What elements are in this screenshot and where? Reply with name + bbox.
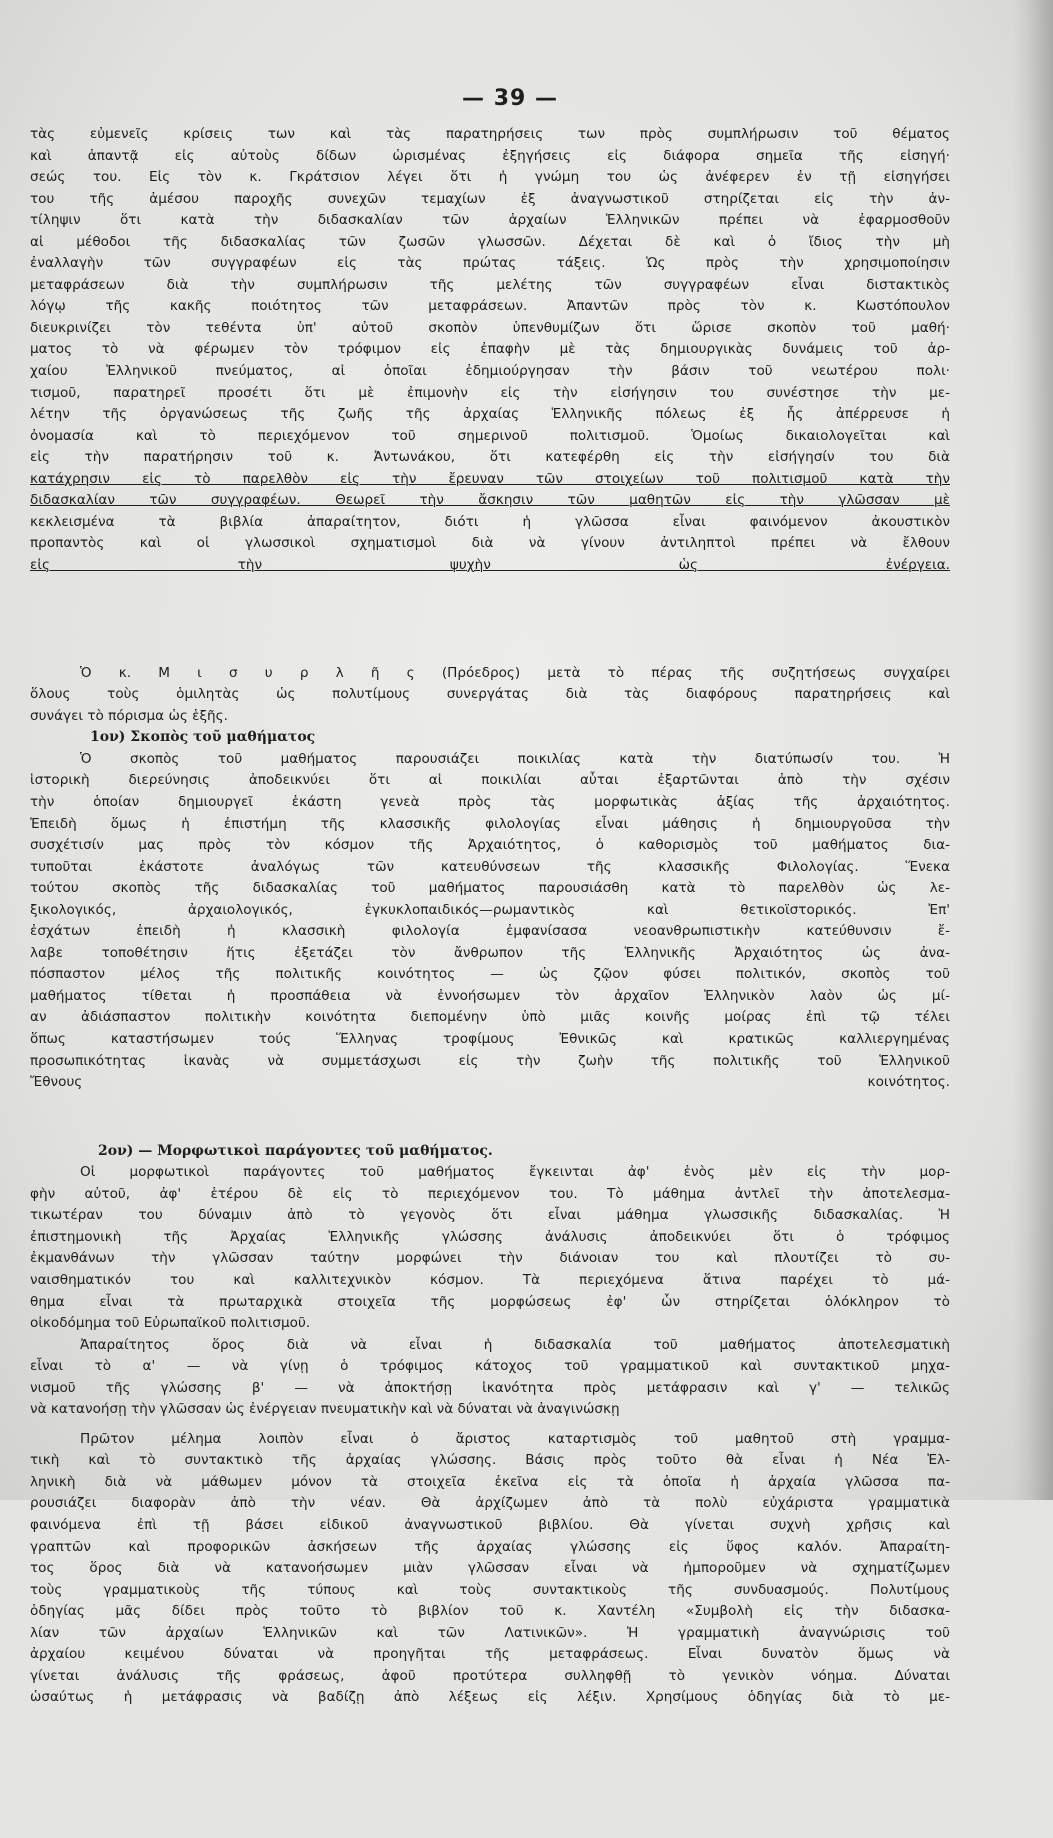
- text-line: γραπτῶν καὶ προφορικῶν ἀσκήσεων τῆς ἀρχαίας γλώσσης εἰς ὕφος καλόν. Ἀπαραίτη-: [30, 1538, 950, 1555]
- text-line: [30, 641, 950, 663]
- text-line: οἰκοδόμημα τοῦ Εὐρωπαϊκοῦ πολιτισμοῦ.: [30, 1315, 311, 1332]
- text-line: γίνεται ἀνάλυσις τῆς φράσεως, ἀφοῦ προτύτερα συλληφθῇ τὸ γενικὸν νόημα. Δύναται: [30, 1667, 950, 1684]
- text-line: ἐσχάτων ἐπειδὴ ἡ κλασσικὴ φιλολογία ἐμφανίσασα νεοανθρωπιστικὴν κατεύθυνσιν ἔ-: [30, 923, 950, 940]
- text-line: Ὁ σκοπὸς τοῦ μαθήματος παρουσιάζει ποικιλίας κατὰ τὴν διατύπωσίν του. Ἡ: [80, 750, 950, 767]
- text-line: ρουσιάζει διαφορὰν ἀπὸ τὴν νέαν. Θὰ ἀρχίζωμεν ἀπὸ τὰ πολὺ εὐχάριστα γραμματικὰ: [30, 1495, 950, 1512]
- text-line: ἱστορικὴ διερεύνησις ἀποδεικνύει ὅτι αἱ ποικιλίαι αὗται ἐξαρτῶνται ἀπὸ τὴν σχέσιν: [30, 772, 950, 789]
- text-line: συνάγει τὸ πόρισμα ὡς ἑξῆς.: [30, 707, 228, 724]
- text-line: ὅλους τοὺς ὁμιλητὰς ὡς πολυτίμους συνεργάτας διὰ τὰς διαφόρους παρατηρήσεις καὶ: [30, 686, 950, 703]
- text-line: κεκλεισμένα τὰ βιβλία ἀπαραίτητον, διότι ἡ γλῶσσα εἶναι φαινόμενον ἀκουστικὸν: [30, 513, 950, 530]
- text-line: του τῆς ἀμέσου παροχῆς συνεχῶν τεμαχίων ἐξ ἀναγνωστικοῦ στηρίζεται εἰς τὴν ἀν-: [30, 190, 950, 207]
- text-line: [30, 1817, 950, 1838]
- text-line: νισμοῦ τῆς γλώσσης β' — νὰ ἀποκτήσῃ ἱκανότητα πρὸς μετάφρασιν καὶ γ' — τελικῶς: [30, 1379, 950, 1396]
- text-line: ὅπως καταστήσωμεν τούς Ἕλληνας τροφίμους Ἐθνικῶς καὶ κρατικῶς καλλιεργημένας: [30, 1030, 950, 1047]
- text-line: ὁδηγίας μᾶς δίδει πρὸς τοῦτο τὸ βιβλίον τοῦ κ. Χαντέλη «Συμβολὴ εἰς τὴν διδασκα-: [30, 1603, 950, 1620]
- text-line: ἀρχαίου κειμένου δύναται νὰ προηγῆται τῆς μεταφράσεως. Εἶναι δυνατὸν ὅμως νὰ: [30, 1646, 950, 1663]
- text-line: τικὴ καὶ τὸ συντακτικὸ τῆς ἀρχαίας γλώσσης. Βάσις πρὸς τοῦτο θὰ εἶναι ἡ Νέα Ἑλ-: [30, 1452, 950, 1469]
- text-line: ὡσαύτως ἡ μετάφρασις νὰ βαδίζῃ ἀπὸ λέξεως εἰς λέξιν. Χρησίμους ὁδηγίας διὰ τὸ με-: [30, 1689, 950, 1706]
- text-line: [30, 598, 950, 620]
- text-line: θημα εἶναι τὰ πρωταρχικὰ στοιχεῖα τῆς μορφώσεως ἐφ' ὧν στηρίζεται ὁλόκληρον τὸ: [30, 1293, 950, 1310]
- section-heading: 2ον) — Μορφωτικοὶ παράγοντες τοῦ μαθήματος.: [98, 1142, 493, 1159]
- text-line: Ἔθνους κοινότητος.: [30, 1074, 950, 1091]
- text-line: [30, 620, 950, 642]
- text-line: λίαν τῶν ἀρχαίων Ἑλληνικῶν καὶ τῶν Λατινικῶν». Ἡ γραμματικὴ ἀναγνώρισις τοῦ: [30, 1624, 950, 1641]
- text-line: μεταφράσεων διὰ τὴν συμπλήρωσιν τῆς μελέτης τῶν συγγραφέων εἶναι διστακτικὸς: [30, 276, 950, 293]
- text-line: τισμοῦ, παρατηρεῖ προσέτι ὅτι μὲ ἐπιμονὴν εἰς τὴν εἰσήγησιν του συνέστησε τὴν με-: [30, 384, 950, 401]
- text-line: τικωτέραν του δύναμιν ἀπὸ τὸ γεγονὸς ὅτι εἶναι μάθημα γλωσσικῆς διδασκαλίας. Ἡ: [30, 1207, 950, 1224]
- text-line: ναισθηματικόν του καὶ καλλιτεχνικὸν κόσμον. Τὰ περιεχόμενα ἅτινα παρέχει τὸ μά-: [30, 1271, 950, 1288]
- text-line: φαινόμενα ἐπὶ τῇ βάσει εἰδικοῦ ἀναγνωστικοῦ βιβλίου. Θὰ γίνεται συχνὴ χρῆσις καὶ: [30, 1517, 950, 1533]
- section-heading: 1ον) Σκοπὸς τοῦ μαθήματος: [90, 729, 316, 746]
- text-line: ὀνομασία καὶ τὸ περιεχόμενον τοῦ σημερινοῦ πολιτισμοῦ. Ὁμοίως δικαιολογεῖται καὶ: [30, 427, 950, 444]
- text-line: σεώς του. Εἰς τὸν κ. Γκράτσιον λέγει ὅτι ἡ γνώμη του ὡς ἀνέφερεν ἐν τῇ εἰσηγήσει: [30, 169, 950, 186]
- text-line: [30, 1730, 950, 1752]
- page-number: — 39 —: [462, 86, 558, 111]
- text-line: τοὺς γραμματικοὺς τῆς τύπους καὶ τοὺς συντακτικοὺς τῆς συνδυασμούς. Πολυτίμους: [30, 1581, 950, 1598]
- text-line: [30, 1094, 950, 1116]
- text-line: [30, 1774, 950, 1796]
- text-line: εἰς τὴν παρατήρησιν τοῦ κ. Ἀντωνάκου, ὅτι κατεφέρθη εἰς τὴν εἰσήγησίν του διὰ: [30, 449, 950, 466]
- text-line: τος ὅρος διὰ νὰ κατανοήσωμεν μιὰν γλῶσσαν εἶναι νὰ ἠμποροῦμεν νὰ σχηματίζωμεν: [30, 1560, 950, 1577]
- text-line: τὰς εὐμενεῖς κρίσεις των καὶ τὰς παρατηρήσεις των πρὸς συμπλήρωσιν τοῦ θέματος: [30, 126, 950, 142]
- text-line: ματος τὸ νὰ φέρωμεν τὸν τρόφιμον εἰς ἐπαφὴν μὲ τὰς δημιουργικὰς δυνάμεις τοῦ ἀρ-: [30, 341, 950, 358]
- text-line: εἶναι τὸ α' — νὰ γίνῃ ὁ τρόφιμος κάτοχος τοῦ γραμματικοῦ καὶ συντακτικοῦ μηχα-: [30, 1358, 950, 1375]
- text-line: τούτου σκοπὸς τῆς διδασκαλίας τοῦ μαθήματος παρουσιάσθη κατὰ τὸ παρελθὸν ὡς λε-: [30, 880, 950, 897]
- text-line: καὶ ἀπαντᾷ εἰς αὐτοὺς δίδων ὡρισμένας ἐξηγήσεις εἰς διάφορα σημεῖα τῆς εἰσηγή·: [30, 147, 950, 164]
- text-line: αν ἀδιάσπαστον πολιτικὴν κοινότητα διεπομένην ὑπὸ μιᾶς κοινῆς μοίρας ἐπὶ τῷ τέλει: [30, 1009, 950, 1026]
- text-line: λέτην τῆς ὀργανώσεως τῆς ζωῆς τῆς ἀρχαίας Ἑλληνικῆς πόλεως ἐξ ἧς ἀπέρρευσε ἡ: [30, 406, 950, 423]
- text-line: λαβε τοποθέτησιν ἥτις ἐξετάζει τὸν ἄνθρωπον τῆς Ἑλληνικῆς Ἀρχαιότητος ὡς ἀνα-: [30, 944, 950, 961]
- text-line: Πρῶτον μέλημα λοιπὸν εἶναι ὁ ἄριστος καταρτισμὸς τοῦ μαθητοῦ στὴ γραμμα-: [80, 1430, 950, 1447]
- text-line: [30, 1752, 950, 1774]
- text-line: τίληψιν ὅτι κατὰ τὴν διδασκαλίαν τῶν ἀρχαίων Ἑλληνικῶν πρέπει νὰ ἐφαρμοσθοῦν: [30, 212, 950, 229]
- text-line: ξικολογικός, ἀρχαιολογικός, ἐγκυκλοπαιδικός—ρωμαντικὸς καὶ θετικοϊστορικός. Ἐπ': [30, 901, 950, 918]
- text-line: νὰ κατανοήσῃ τὴν γλῶσσαν ὡς ἐνέργειαν πνευματικὴν καὶ νὰ δύναται νὰ ἀναγινώσκῃ: [30, 1401, 620, 1418]
- text-line: ἐπιστημονικὴ τῆς Ἀρχαίας Ἑλληνικῆς γλώσσης ἀνάλυσις ἀποδεικνύει ὅτι ὁ τρόφιμος: [30, 1228, 950, 1245]
- text-line: Οἱ μορφωτικοὶ παράγοντες τοῦ μαθήματος ἔγκεινται ἀφ' ἑνὸς μὲν εἰς τὴν μορ-: [80, 1164, 950, 1181]
- text-line: [30, 576, 950, 598]
- text-line: Ἀπαραίτητος ὅρος διὰ νὰ εἶναι ἡ διδασκαλία τοῦ μαθήματος ἀποτελεσματικὴ: [80, 1336, 950, 1353]
- body-text: [30, 124, 950, 1838]
- text-line: ἐκμανθάνων τὴν γλῶσσαν ταύτην μορφώνει τὴν διάνοιαν του καὶ πλουτίζει τὸ συ-: [30, 1250, 950, 1267]
- text-line: Ὁ κ. Μ ι σ υ ρ λ ῆ ς (Πρόεδρος) μετὰ τὸ πέρας τῆς συζητήσεως συγχαίρει: [80, 664, 950, 681]
- page-fold-shadow: [1011, 0, 1053, 1500]
- text-line: τυποῦται ἑκάστοτε ἀναλόγως τῶν κατευθύνσεων τῆς κλασσικῆς Φιλολογίας. Ἕνεκα: [30, 858, 950, 875]
- text-line: [30, 1115, 950, 1137]
- text-line: Ἐπειδὴ ὅμως ἡ ἐπιστήμη τῆς κλασσικῆς φιλολογίας εἶναι μάθησις ἡ δημιουργοῦσα τὴν: [30, 815, 950, 832]
- text-line: προσωπικότητας ἱκανὰς νὰ συμμετάσχωσι εἰς τὴν ζωὴν τῆς πολιτικῆς τοῦ Ἑλληνικοῦ: [30, 1052, 950, 1069]
- text-line: ἐναλλαγὴν τῶν συγγραφέων εἰς τὰς πρώτας τάξεις. Ὡς πρὸς τὴν χρησιμοποίησιν: [30, 255, 950, 272]
- text-line: [30, 1795, 950, 1817]
- text-line: διδασκαλίαν τῶν συγγραφέων. Θεωρεῖ τὴν ἄσκησιν τῶν μαθητῶν εἰς τὴν γλῶσσαν μὲ: [30, 492, 950, 509]
- text-line: προπαντὸς καὶ οἱ γλωσσικοὶ σχηματισμοὶ διὰ νὰ γίνουν ἀντιληπτοὶ πρέπει νὰ ἔλθουν: [30, 535, 950, 552]
- text-line: τὴν ὁποίαν δημιουργεῖ ἑκάστη γενεὰ πρὸς τὰς μορφωτικὰς ἀξίας τῆς ἀρχαιότητος.: [30, 793, 950, 810]
- text-line: φὴν αὐτοῦ, ἀφ' ἑτέρου δὲ εἰς τὸ περιεχόμενον του. Τὸ μάθημα ἀντλεῖ τὴν ἀποτελεσμα-: [30, 1185, 950, 1202]
- text-line: αἱ μέθοδοι τῆς διδασκαλίας τῶν ζωσῶν γλωσσῶν. Δέχεται δὲ καὶ ὁ ἴδιος τὴν μὴ: [30, 233, 950, 250]
- text-line: κατάχρησιν εἰς τὸ παρελθὸν εἰς τὴν ἔρευναν τῶν στοιχείων τοῦ πολιτισμοῦ κατὰ τὴν: [30, 470, 950, 487]
- text-line: συσχέτισίν μας πρὸς τὸν κόσμον τῆς Ἀρχαιότητος, ὁ καθορισμὸς τοῦ μαθήματος δια-: [30, 837, 950, 854]
- text-line: μαθήματος τίθεται ἡ προσπάθεια νὰ ἐννοήσωμεν τὸν ἀρχαῖον Ἑλληνικὸν λαὸν ὡς μί-: [30, 987, 950, 1004]
- text-line: χαίου Ἑλληνικοῦ πνεύματος, αἱ ὁποῖαι ἐδημιούργησαν τὴν βάσιν τοῦ νεωτέρου πολι·: [30, 363, 950, 380]
- text-line: ληνικὴ διὰ νὰ μάθωμεν μόνον τὰ στοιχεῖα ἐκεῖνα εἰς τὰ ὁποῖα ἡ ἀρχαία γλῶσσα πα-: [30, 1473, 950, 1490]
- text-line: εἰς τὴν ψυχὴν ὡς ἐνέργεια.: [30, 556, 950, 573]
- text-line: [30, 1709, 950, 1731]
- text-line: πόσπαστον μέλος τῆς πολιτικῆς κοινότητος — ὡς ζῷον φύσει πολιτικόν, σκοπὸς τοῦ: [30, 966, 950, 983]
- text-line: λόγῳ τῆς κακῆς ποιότητος τῶν μεταφράσεων. Ἀπαντῶν πρὸς τὸν κ. Κωστόπουλον: [30, 298, 950, 315]
- text-line: διευκρινίζει τὸν τεθέντα ὑπ' αὐτοῦ σκοπὸν ὑπενθυμίζων ὅτι ὥρισε σκοπὸν τοῦ μαθή·: [30, 319, 950, 336]
